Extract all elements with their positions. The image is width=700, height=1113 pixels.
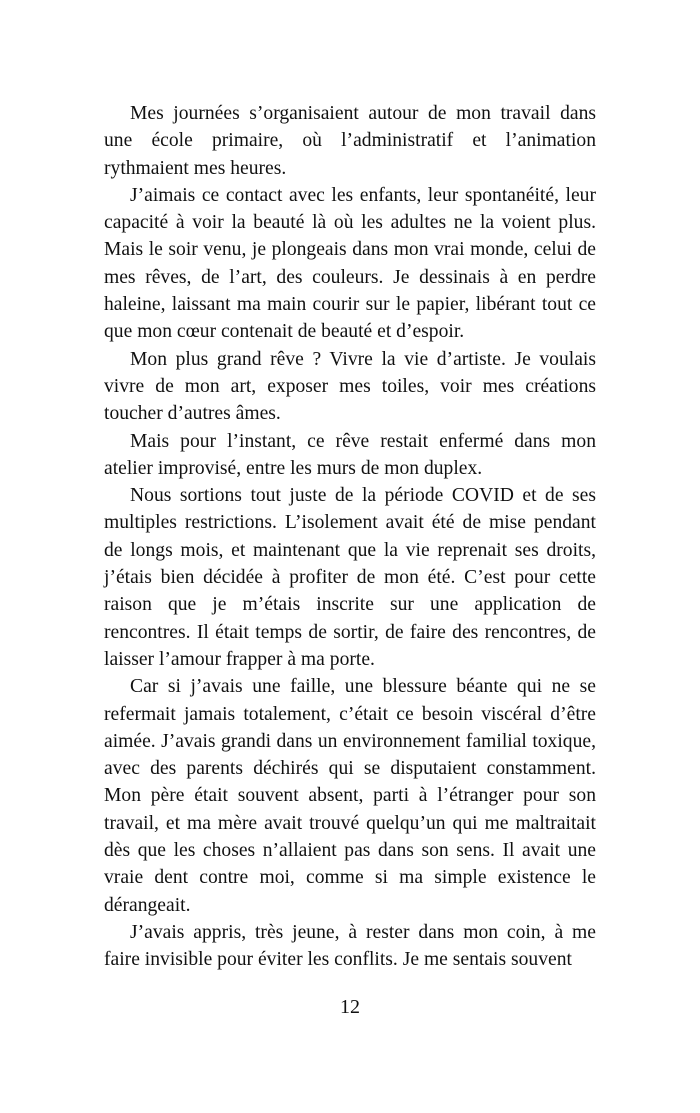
paragraph-3: Mon plus grand rêve ? Vivre la vie d’artiste. Je voulais vivre de mon art, exposer mes toiles, voir mes créations toucher d’autres âmes. <box>104 348 596 425</box>
paragraph-2: J’aimais ce contact avec les enfants, leur spontanéité, leur capacité à voir la beauté là où les adultes ne la voient plus. Mais le soir venu, je plongeais dans mon vrai monde, celui de mes rêves, de l’art, des couleurs. Je dessinais à en perdre haleine, laissant ma main courir sur le papier, libérant tout ce que mon cœur contenait de beauté et d’espoir. <box>104 184 596 343</box>
paragraph-1: Mes journées s’organisaient autour de mon travail dans une école primaire, où l’administratif et l’animation rythmaient mes heures. <box>104 103 596 179</box>
page-number: 12 <box>340 996 360 1018</box>
paragraph-7: J’avais appris, très jeune, à rester dans mon coin, à me faire invisible pour éviter les conflits. Je me sentais souvent <box>104 921 596 971</box>
paragraph-4: Mais pour l’instant, ce rêve restait enfermé dans mon atelier improvisé, entre les murs de mon duplex. <box>104 430 596 479</box>
paragraph-6: Car si j’avais une faille, une blessure béante qui ne se refermait jamais totalement, c’était ce besoin viscéral d’être aimée. J’avais grandi dans un environnement familial toxique, avec des parents déchirés qui se disputaient constamment. Mon père était souvent absent, parti à l’étranger pour son travail, et ma mère avait trouvé quelqu’un qui me maltraitait dès que les choses n’allaient pas dans son sens. Il avait une vraie dent contre moi, comme si ma simple existence le dérangeait. <box>104 676 596 916</box>
body-text <box>104 100 596 974</box>
paragraph-5: Nous sortions tout juste de la période COVID et de ses multiples restrictions. L’isolement avait été de mise pendant de longs mois, et maintenant que la vie reprenait ses droits, j’étais bien décidée à profiter de mon été. C’est pour cette raison que je m’étais inscrite sur une application de rencontres. Il était temps de sortir, de faire des rencontres, de laisser l’amour frapper à ma porte. <box>104 485 596 670</box>
